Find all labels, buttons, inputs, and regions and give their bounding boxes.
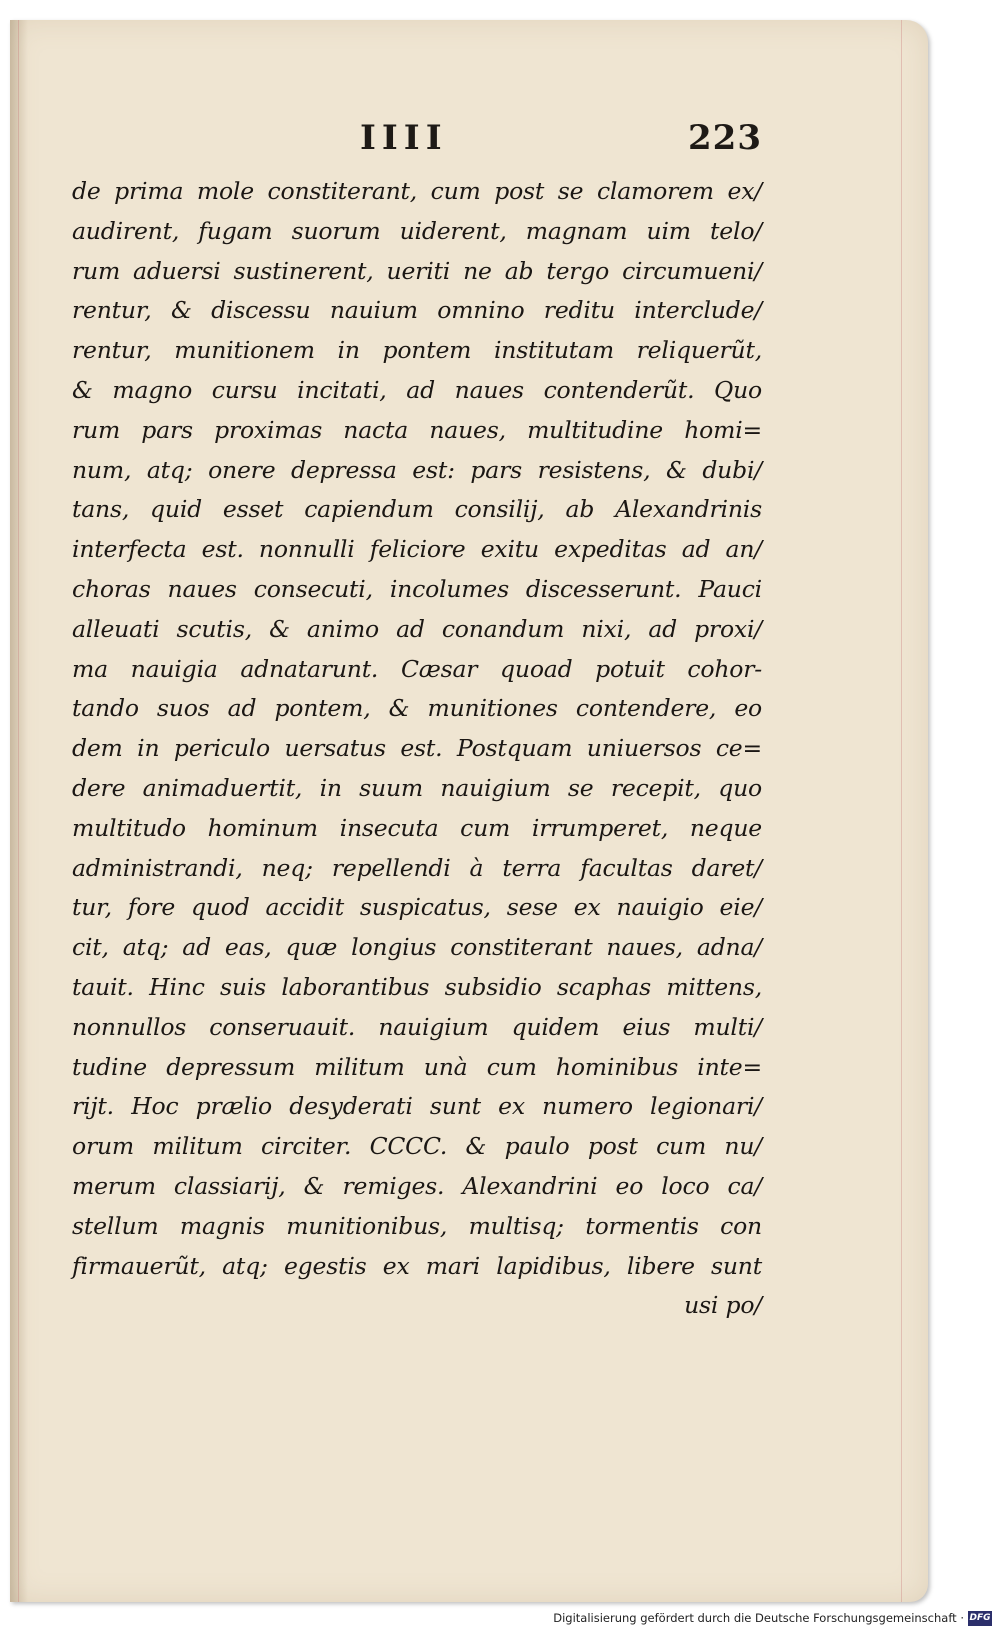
text-line: dem in periculo uersatus est. Postquam uniuersos ce=	[72, 734, 762, 763]
text-line: num, atq; onere depressa est: pars resistens, & dubi/	[72, 455, 762, 484]
text-line: multitudo hominum insecuta cum irrumperet, neque	[72, 813, 762, 842]
text-line: & magno cursu incitati, ad naues contenderũt. Quo	[72, 375, 762, 404]
text-line: alleuati scutis, & animo ad conandum nixi, ad proxi/	[72, 614, 762, 643]
text-line: rentur, & discessu nauium omnino reditu interclude/	[72, 296, 762, 325]
credit-text: Digitalisierung gefördert durch die Deutsche Forschungsgemeinschaft ·	[553, 1611, 964, 1625]
text-line: cit, atq; ad eas, quæ longius constiterant naues, adna/	[72, 933, 762, 962]
page-number: 223	[688, 118, 762, 158]
text-line: nonnullos conseruauit. nauigium quidem eius multi/	[72, 1012, 762, 1041]
dfg-logo-icon: DFG	[968, 1611, 992, 1626]
text-line: stellum magnis munitionibus, multisq; tormentis con	[72, 1211, 762, 1240]
text-line: rum aduersi sustinerent, ueriti ne ab tergo circumueni/	[72, 256, 762, 285]
text-line: de prima mole constiterant, cum post se clamorem ex/	[72, 177, 762, 205]
text-line: dere animaduertit, in suum nauigium se recepit, quo	[72, 773, 762, 802]
text-line: tauit. Hinc suis laborantibus subsidio scaphas mittens,	[72, 972, 762, 1001]
text-line: rentur, munitionem in pontem institutam reliquerũt,	[72, 336, 762, 365]
gutter-shadow	[10, 20, 28, 1602]
book-page	[10, 20, 928, 1602]
margin-rule-left	[18, 20, 19, 1602]
text-line: tudine depressum militum unà cum hominibus inte=	[72, 1052, 762, 1081]
text-line: administrandi, neq; repellendi à terra facultas daret/	[72, 853, 762, 882]
text-line: rijt. Hoc prælio desyderati sunt ex numero legionari/	[72, 1092, 762, 1121]
body-text	[72, 172, 762, 1326]
signature-mark: IIII	[360, 118, 448, 158]
margin-rule-right	[901, 20, 902, 1602]
text-line: interfecta est. nonnulli feliciore exitu expeditas ad an/	[72, 535, 762, 564]
page-header	[72, 118, 762, 164]
text-line: tans, quid esset capiendum consilij, ab Alexandrinis	[72, 495, 762, 524]
text-line: tur, fore quod accidit suspicatus, sese ex nauigio eie/	[72, 893, 762, 922]
digitization-credit	[553, 1608, 992, 1628]
catchword-line: usi po/	[684, 1291, 762, 1320]
text-line: choras naues consecuti, incolumes discesserunt. Pauci	[72, 574, 762, 603]
text-line: merum classiarij, & remiges. Alexandrini eo loco ca/	[72, 1171, 762, 1200]
text-line: firmauerũt, atq; egestis ex mari lapidibus, libere sunt	[72, 1251, 762, 1280]
text-line: orum militum circiter. CCCC. & paulo post cum nu/	[72, 1132, 762, 1161]
text-line: ma nauigia adnatarunt. Cæsar quoad potuit cohor-	[72, 654, 762, 683]
text-line: audirent, fugam suorum uiderent, magnam uim telo/	[72, 216, 762, 245]
text-line: tando suos ad pontem, & munitiones contendere, eo	[72, 694, 762, 723]
text-line: rum pars proximas nacta naues, multitudine homi=	[72, 415, 762, 444]
